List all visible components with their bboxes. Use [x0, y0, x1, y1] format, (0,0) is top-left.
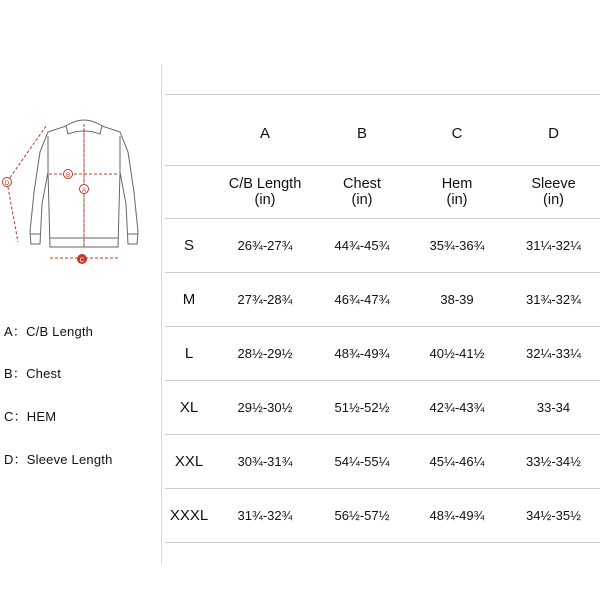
table-cell: 34½-35½	[526, 508, 581, 523]
table-row	[165, 327, 600, 381]
table-cell: 56½-57½	[334, 508, 390, 523]
table-cell: 33-34	[536, 400, 571, 415]
table-cell: 54¼-55¼	[334, 454, 390, 469]
marker-a: A	[81, 187, 87, 194]
table-cell: 35¾-36¾	[429, 238, 485, 253]
vertical-divider	[161, 64, 162, 564]
size-cell: XXL	[174, 453, 204, 470]
letter-cell	[165, 95, 213, 166]
table-row	[165, 435, 600, 489]
legend-item-a: A：C/B Length	[4, 324, 94, 339]
table-cell: 31¾-32¾	[526, 292, 581, 307]
table-cell: 30¾-31¾	[237, 454, 293, 469]
marker-b: B	[65, 172, 71, 179]
table-cell: 38-39	[440, 292, 474, 307]
table-cell: 48¾-49¾	[334, 346, 390, 361]
header-cell: Hem (in)	[441, 176, 473, 208]
legend-item-d: D：Sleeve Length	[4, 452, 113, 467]
table-cell: 45¼-46¼	[429, 454, 485, 469]
size-cell: XXXL	[169, 507, 209, 524]
jacket-outline-icon	[0, 112, 150, 272]
table-cell: 51½-52½	[334, 400, 390, 415]
table-row	[165, 219, 600, 273]
header-row	[165, 166, 600, 219]
letter-cell: D	[548, 124, 559, 142]
size-cell: M	[182, 291, 196, 308]
legend-item-b: B：Chest	[4, 366, 62, 381]
table-cell: 26¾-27¾	[237, 238, 293, 253]
table-cell: 40½-41½	[429, 346, 485, 361]
letter-cell: A	[259, 124, 270, 142]
table-cell: 46¾-47¾	[334, 292, 390, 307]
table-row	[165, 273, 600, 327]
table-row	[165, 489, 600, 543]
table-cell: 28½-29½	[237, 346, 293, 361]
header-cell	[165, 166, 213, 219]
table-cell: 48¾-49¾	[429, 508, 485, 523]
table-cell: 31¼-32¼	[526, 238, 581, 253]
size-cell: L	[184, 345, 194, 362]
size-chart-table	[165, 94, 600, 543]
header-cell: Chest (in)	[343, 176, 381, 208]
header-cell: C/B Length (in)	[228, 176, 302, 208]
table-cell: 29½-30½	[237, 400, 293, 415]
size-cell: XL	[179, 399, 199, 416]
table-row	[165, 381, 600, 435]
table-cell: 27¾-28¾	[237, 292, 293, 307]
letter-row	[165, 95, 600, 166]
header-cell: Sleeve (in)	[531, 176, 576, 208]
table-cell: 42¾-43¾	[429, 400, 485, 415]
table-cell: 32¼-33¼	[526, 346, 581, 361]
letter-cell: C	[451, 124, 463, 142]
table-cell: 44¾-45¾	[334, 238, 390, 253]
table-cell: 33½-34½	[526, 454, 581, 469]
garment-diagram	[0, 112, 150, 272]
size-cell: S	[183, 237, 194, 254]
marker-c: C	[79, 257, 85, 264]
marker-d: D	[4, 180, 10, 187]
table-cell: 31¾-32¾	[237, 508, 293, 523]
letter-cell: B	[356, 124, 367, 142]
legend-item-c: C：HEM	[4, 409, 57, 424]
